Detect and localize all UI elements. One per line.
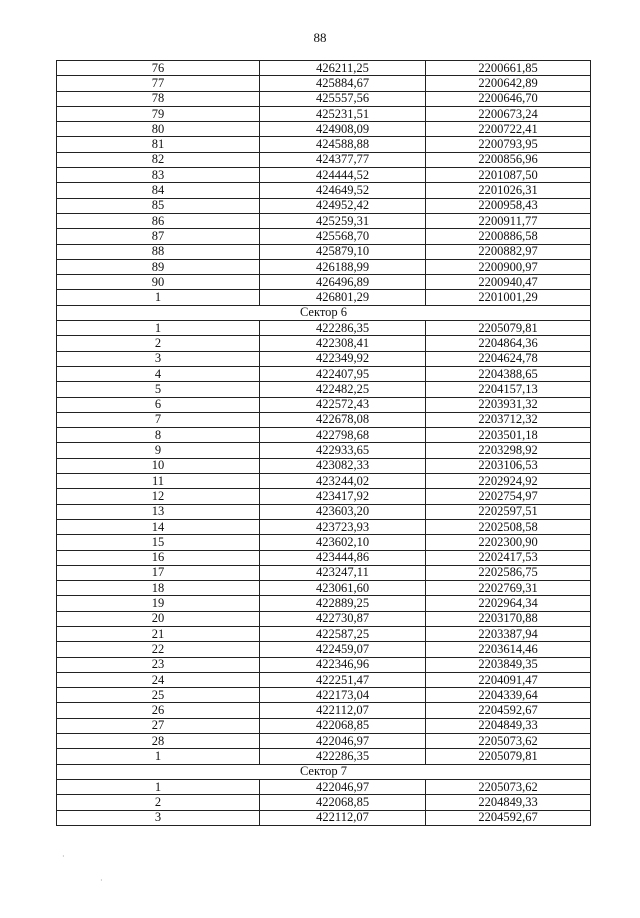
y-coordinate-cell: 2204339,64: [426, 688, 591, 703]
point-number-cell: 81: [57, 137, 260, 152]
point-number-cell: 80: [57, 122, 260, 137]
x-coordinate-cell: 422112,07: [260, 810, 426, 825]
x-coordinate-cell: 422286,35: [260, 321, 426, 336]
page-number: 88: [313, 30, 327, 45]
point-number-cell: 17: [57, 565, 260, 580]
table-row: [57, 382, 591, 397]
y-coordinate-cell: 2200911,77: [426, 213, 591, 228]
table-row: [57, 749, 591, 764]
x-coordinate-cell: 425568,70: [260, 229, 426, 244]
point-number-cell: 5: [57, 382, 260, 397]
y-coordinate-cell: 2203387,94: [426, 626, 591, 641]
table-row: [57, 596, 591, 611]
point-number-cell: 1: [57, 779, 260, 794]
y-coordinate-cell: 2200856,96: [426, 152, 591, 167]
y-coordinate-cell: 2204091,47: [426, 672, 591, 687]
table-row: [57, 290, 591, 305]
table-row: [57, 366, 591, 381]
y-coordinate-cell: 2202300,90: [426, 535, 591, 550]
point-number-cell: 2: [57, 336, 260, 351]
point-number-cell: 13: [57, 504, 260, 519]
table-row: [57, 229, 591, 244]
y-coordinate-cell: 2204388,65: [426, 366, 591, 381]
point-number-cell: 8: [57, 428, 260, 443]
coordinates-table: [56, 60, 591, 826]
x-coordinate-cell: 422112,07: [260, 703, 426, 718]
table-row: [57, 336, 591, 351]
x-coordinate-cell: 422482,25: [260, 382, 426, 397]
table-row: [57, 535, 591, 550]
coordinates-table-body: [57, 61, 591, 826]
table-row: [57, 474, 591, 489]
point-number-cell: 11: [57, 474, 260, 489]
table-row: [57, 642, 591, 657]
point-number-cell: 26: [57, 703, 260, 718]
x-coordinate-cell: 422046,97: [260, 779, 426, 794]
y-coordinate-cell: 2200661,85: [426, 61, 591, 76]
x-coordinate-cell: 422308,41: [260, 336, 426, 351]
point-number-cell: 1: [57, 290, 260, 305]
table-row: [57, 611, 591, 626]
x-coordinate-cell: 423723,93: [260, 519, 426, 534]
y-coordinate-cell: 2203614,46: [426, 642, 591, 657]
y-coordinate-cell: 2202597,51: [426, 504, 591, 519]
y-coordinate-cell: 2204157,13: [426, 382, 591, 397]
y-coordinate-cell: 2203298,92: [426, 443, 591, 458]
table-row: [57, 106, 591, 121]
y-coordinate-cell: 2201087,50: [426, 168, 591, 183]
x-coordinate-cell: 425557,56: [260, 91, 426, 106]
table-row: [57, 672, 591, 687]
point-number-cell: 3: [57, 810, 260, 825]
table-row: [57, 198, 591, 213]
x-coordinate-cell: 424377,77: [260, 152, 426, 167]
x-coordinate-cell: 422730,87: [260, 611, 426, 626]
y-coordinate-cell: 2202964,34: [426, 596, 591, 611]
point-number-cell: 83: [57, 168, 260, 183]
sector-header-row: [57, 764, 591, 779]
y-coordinate-cell: 2204592,67: [426, 703, 591, 718]
point-number-cell: 22: [57, 642, 260, 657]
point-number-cell: 15: [57, 535, 260, 550]
table-row: [57, 61, 591, 76]
y-coordinate-cell: 2202924,92: [426, 474, 591, 489]
x-coordinate-cell: 422587,25: [260, 626, 426, 641]
table-row: [57, 91, 591, 106]
table-row: [57, 137, 591, 152]
x-coordinate-cell: 422572,43: [260, 397, 426, 412]
x-coordinate-cell: 425259,31: [260, 213, 426, 228]
x-coordinate-cell: 423417,92: [260, 489, 426, 504]
x-coordinate-cell: 422346,96: [260, 657, 426, 672]
x-coordinate-cell: 422251,47: [260, 672, 426, 687]
x-coordinate-cell: 422173,04: [260, 688, 426, 703]
point-number-cell: 2: [57, 795, 260, 810]
point-number-cell: 14: [57, 519, 260, 534]
x-coordinate-cell: 423244,02: [260, 474, 426, 489]
table-row: [57, 428, 591, 443]
point-number-cell: 24: [57, 672, 260, 687]
sector-header-row: [57, 305, 591, 320]
point-number-cell: 19: [57, 596, 260, 611]
point-number-cell: 84: [57, 183, 260, 198]
scan-speck: ·: [62, 852, 65, 861]
table-row: [57, 688, 591, 703]
point-number-cell: 90: [57, 275, 260, 290]
y-coordinate-cell: 2205079,81: [426, 749, 591, 764]
x-coordinate-cell: 423444,86: [260, 550, 426, 565]
x-coordinate-cell: 422798,68: [260, 428, 426, 443]
y-coordinate-cell: 2204624,78: [426, 351, 591, 366]
point-number-cell: 87: [57, 229, 260, 244]
y-coordinate-cell: 2203712,32: [426, 412, 591, 427]
table-row: [57, 76, 591, 91]
y-coordinate-cell: 2202586,75: [426, 565, 591, 580]
point-number-cell: 4: [57, 366, 260, 381]
x-coordinate-cell: 423603,20: [260, 504, 426, 519]
point-number-cell: 27: [57, 718, 260, 733]
y-coordinate-cell: 2201026,31: [426, 183, 591, 198]
x-coordinate-cell: 423247,11: [260, 565, 426, 580]
x-coordinate-cell: 424952,42: [260, 198, 426, 213]
x-coordinate-cell: 423602,10: [260, 535, 426, 550]
point-number-cell: 20: [57, 611, 260, 626]
x-coordinate-cell: 422068,85: [260, 795, 426, 810]
point-number-cell: 77: [57, 76, 260, 91]
point-number-cell: 10: [57, 458, 260, 473]
x-coordinate-cell: 422349,92: [260, 351, 426, 366]
point-number-cell: 6: [57, 397, 260, 412]
point-number-cell: 88: [57, 244, 260, 259]
table-row: [57, 718, 591, 733]
table-row: [57, 504, 591, 519]
point-number-cell: 16: [57, 550, 260, 565]
x-coordinate-cell: 426801,29: [260, 290, 426, 305]
point-number-cell: 78: [57, 91, 260, 106]
table-row: [57, 152, 591, 167]
y-coordinate-cell: 2200722,41: [426, 122, 591, 137]
x-coordinate-cell: 424908,09: [260, 122, 426, 137]
table-row: [57, 412, 591, 427]
sector-label: Сектор 6: [57, 305, 591, 320]
y-coordinate-cell: 2200886,58: [426, 229, 591, 244]
point-number-cell: 1: [57, 321, 260, 336]
table-row: [57, 810, 591, 825]
y-coordinate-cell: 2204864,36: [426, 336, 591, 351]
point-number-cell: 23: [57, 657, 260, 672]
y-coordinate-cell: 2200673,24: [426, 106, 591, 121]
point-number-cell: 12: [57, 489, 260, 504]
x-coordinate-cell: 425884,67: [260, 76, 426, 91]
y-coordinate-cell: 2203849,35: [426, 657, 591, 672]
table-row: [57, 458, 591, 473]
x-coordinate-cell: 422889,25: [260, 596, 426, 611]
table-row: [57, 168, 591, 183]
x-coordinate-cell: 422459,07: [260, 642, 426, 657]
table-row: [57, 795, 591, 810]
x-coordinate-cell: 422286,35: [260, 749, 426, 764]
x-coordinate-cell: 422046,97: [260, 734, 426, 749]
table-row: [57, 122, 591, 137]
y-coordinate-cell: 2200646,70: [426, 91, 591, 106]
x-coordinate-cell: 426188,99: [260, 259, 426, 274]
x-coordinate-cell: 422068,85: [260, 718, 426, 733]
table-row: [57, 183, 591, 198]
table-row: [57, 244, 591, 259]
table-row: [57, 351, 591, 366]
point-number-cell: 82: [57, 152, 260, 167]
table-row: [57, 657, 591, 672]
sector-label: Сектор 7: [57, 764, 591, 779]
y-coordinate-cell: 2203931,32: [426, 397, 591, 412]
y-coordinate-cell: 2202754,97: [426, 489, 591, 504]
point-number-cell: 3: [57, 351, 260, 366]
y-coordinate-cell: 2202508,58: [426, 519, 591, 534]
table-row: [57, 565, 591, 580]
table-row: [57, 275, 591, 290]
point-number-cell: 1: [57, 749, 260, 764]
table-row: [57, 779, 591, 794]
y-coordinate-cell: 2200940,47: [426, 275, 591, 290]
y-coordinate-cell: 2200642,89: [426, 76, 591, 91]
y-coordinate-cell: 2200882,97: [426, 244, 591, 259]
y-coordinate-cell: 2200900,97: [426, 259, 591, 274]
table-row: [57, 443, 591, 458]
table-row: [57, 626, 591, 641]
y-coordinate-cell: 2204849,33: [426, 795, 591, 810]
x-coordinate-cell: 422933,65: [260, 443, 426, 458]
y-coordinate-cell: 2202769,31: [426, 581, 591, 596]
x-coordinate-cell: 424444,52: [260, 168, 426, 183]
x-coordinate-cell: 424588,88: [260, 137, 426, 152]
point-number-cell: 25: [57, 688, 260, 703]
x-coordinate-cell: 423061,60: [260, 581, 426, 596]
x-coordinate-cell: 422678,08: [260, 412, 426, 427]
table-row: [57, 397, 591, 412]
table-row: [57, 489, 591, 504]
table-row: [57, 734, 591, 749]
x-coordinate-cell: 425231,51: [260, 106, 426, 121]
x-coordinate-cell: 426211,25: [260, 61, 426, 76]
table-row: [57, 550, 591, 565]
point-number-cell: 89: [57, 259, 260, 274]
y-coordinate-cell: 2205079,81: [426, 321, 591, 336]
y-coordinate-cell: 2204592,67: [426, 810, 591, 825]
x-coordinate-cell: 426496,89: [260, 275, 426, 290]
table-row: [57, 703, 591, 718]
y-coordinate-cell: 2201001,29: [426, 290, 591, 305]
point-number-cell: 76: [57, 61, 260, 76]
y-coordinate-cell: 2203106,53: [426, 458, 591, 473]
y-coordinate-cell: 2205073,62: [426, 734, 591, 749]
point-number-cell: 7: [57, 412, 260, 427]
x-coordinate-cell: 424649,52: [260, 183, 426, 198]
y-coordinate-cell: 2200793,95: [426, 137, 591, 152]
x-coordinate-cell: 425879,10: [260, 244, 426, 259]
table-row: [57, 213, 591, 228]
point-number-cell: 86: [57, 213, 260, 228]
table-row: [57, 321, 591, 336]
point-number-cell: 9: [57, 443, 260, 458]
x-coordinate-cell: 423082,33: [260, 458, 426, 473]
point-number-cell: 85: [57, 198, 260, 213]
y-coordinate-cell: 2202417,53: [426, 550, 591, 565]
table-row: [57, 519, 591, 534]
point-number-cell: 21: [57, 626, 260, 641]
point-number-cell: 28: [57, 734, 260, 749]
scan-speck: ·: [100, 876, 103, 885]
y-coordinate-cell: 2205073,62: [426, 779, 591, 794]
y-coordinate-cell: 2200958,43: [426, 198, 591, 213]
y-coordinate-cell: 2203170,88: [426, 611, 591, 626]
table-row: [57, 259, 591, 274]
y-coordinate-cell: 2204849,33: [426, 718, 591, 733]
table-row: [57, 581, 591, 596]
point-number-cell: 79: [57, 106, 260, 121]
y-coordinate-cell: 2203501,18: [426, 428, 591, 443]
point-number-cell: 18: [57, 581, 260, 596]
x-coordinate-cell: 422407,95: [260, 366, 426, 381]
